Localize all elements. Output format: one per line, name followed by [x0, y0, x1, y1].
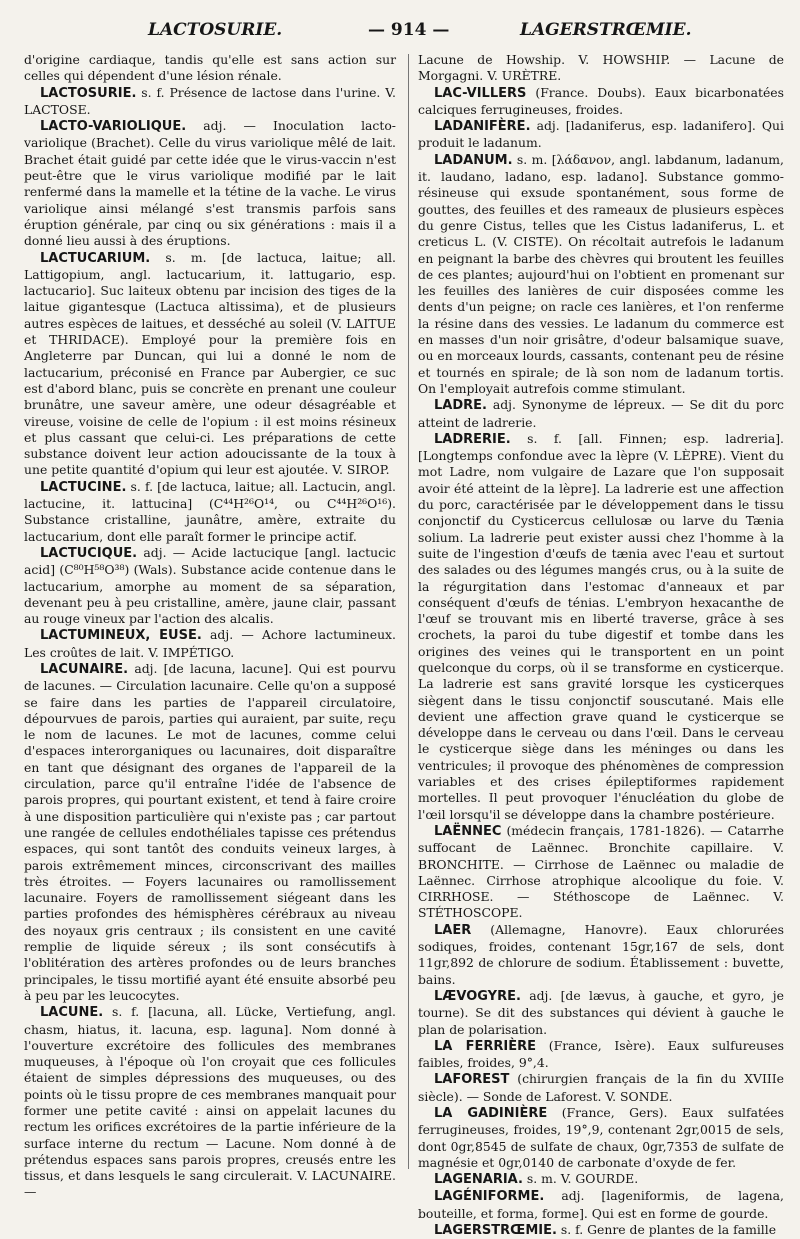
entry-text: adj. [de lævus, à gauche, et gyro, je tourne). Se dit des substances qui dévient à gauche le plan de polarisation. [418, 987, 784, 1037]
entry-text: adj. [lageniformis, de lagena, bouteille, et forma, forme]. Qui est en forme de gourde. [418, 1188, 784, 1221]
entry-text: s. f. [lacuna, all. Lücke, Vertiefung, angl. chasm, hiatus, it. lacuna, esp. laguna]. Nom donné à l'ouverture excrétoire des follicules des membranes muqueuses, à l'époque où l'on croyait que ces follicules étaient de simples dépressions des muqueuses, ou des points où le tissu propre de ces membranes manquait pour former une petite cavité : ainsi on appelait lacunes du rectum les orifices excrétoires de la partie inférieure de la surface interne du rectum — Lacune. Nom donné à de prétendus espaces sans parois propres, creusés entre les tissus, et dans lesquels le sang circulerait. V. LACUNAIRE. — [24, 1004, 396, 1200]
dictionary-entry [24, 627, 396, 661]
entry-headword: LADANIFÈRE. [434, 119, 531, 135]
entry-headword: LACTUCINE. [40, 479, 127, 495]
running-header [0, 20, 800, 50]
entry-text: s. m. [λάδανον, angl. labdanum, ladanum, it. laudano, ladano, esp. ladano]. Substance gommo-résineuse qui exsude spontanément, sous forme de gouttes, des feuilles et des rameaux de plusieurs espèces du genre Cistus, telles que les Cistus ladaniferus, L. et creticus L. (V. CISTE). On récoltait autrefois le ladanum en peignant la barbe des chèvres qui broutent les feuilles de ces plantes; aujourd'hui on l'obtient en promenant sur les feuilles des lanières de cuir disposées comme les dents d'un peigne; on racle ces lanières, et l'on renferme la résine dans des vessies. Le ladanum du commerce est en masses d'un noir grisâtre, d'odeur balsamique suave, ou en morceaux lourds, cassants, contenant peu de résine et tournés en spirale; de là son nom de ladanum tortis. On l'employait autrefois comme stimulant. [418, 151, 784, 396]
entry-headword: LA GADINIÈRE [434, 1106, 548, 1121]
entry-text: adj. — Inoculation lacto-variolique (Brachet). Celle du virus variolique mêlé de lait. Brachet était guidé par cette idée que le virus-vaccin n'est peut-être que le virus variolique modifié par le lait renfermé dans la mamelle et la tétine de la vache. Le virus variolique ainsi mélangé s'est transmis parfois sans éruption générale, par cinq ou six générations : mais il a donné lieu aussi à des éruptions. [24, 118, 396, 249]
dictionary-entry [418, 1188, 784, 1222]
dictionary-entry [418, 52, 784, 85]
entry-headword: LAGÉNIFORME. [434, 1189, 545, 1205]
page-number: — 914 — [368, 20, 450, 40]
dictionary-entry [418, 85, 784, 119]
entry-headword: LACUNAIRE. [40, 661, 129, 677]
entry-text: (Allemagne, Hanovre). Eaux chlorurées sodiques, froides, contenant 15gr,167 de sels, dont 11gr,892 de chlorure de sodium. Établissement : buvette, bains. [418, 921, 784, 987]
entry-headword: LAFOREST [434, 1072, 510, 1088]
entry-text: s. f. [all. Finnen; esp. ladreria]. [Longtemps confondue avec la lèpre (V. LÈPRE). Vient du mot Ladre, nom vulgaire de Lazare que l'on supposait avoir été atteint de la lèpre]. La ladrerie est une affection du porc, caractérisée par le développement dans le tissu conjonctif du Cysticercus cellulosæ ou larve du Tænia solium. La ladrerie peut exister aussi chez l'homme à la suite de l'ingestion d'œufs de tænia avec l'eau et surtout des salades ou des légumes mangés crus, ou à la suite de la régurgitation dans l'estomac d'anneaux et par conséquent d'œufs de ténias. L'embryon hexacanthe de l'œuf se trouvant mis en liberté traverse, grâce à ses crochets, la paroi du tube digestif et tombe dans les origines des veines qui le transportent en un point quelconque du corps, où il se transforme en cysticerque. La ladrerie est sans gravité lorsque les cysticerques siègent dans le tissu conjonctif souscutané. Mais elle devient une affection grave quand le cysticerque se développe dans le cerveau ou dans l'œil. Dans le cerveau le cysticerque siège dans les méninges ou dans les ventricules; il provoque des phénomènes de compression variables et des crises épileptiformes rapidement mortelles. Il peut provoquer l'énucléation du globe de l'œil lorsqu'il se développe dans la chambre postérieure. [418, 430, 784, 822]
entry-text: (chirurgien français de la fin du XVIIIe siècle). — Sonde de Laforest. V. SONDE. [418, 1071, 784, 1104]
entry-text: Lacune de Howship. V. HOWSHIP. — Lacune de Morgagni. V. URÈTRE. [418, 52, 784, 84]
entry-headword: LACUNE. [40, 1005, 104, 1021]
dictionary-entry [418, 118, 784, 152]
entry-text: (France, Gers). Eaux sulfatées ferrugineuses, froides, 19°,9, contenant 2gr,0015 de sels, dont 0gr,8545 de sulfate de chaux, 0gr,7353 de sulfate de magnésie et 0gr,0140 de carbonate d'oxyde de fer. [418, 1105, 784, 1170]
entry-text: s. f. Genre de plantes de la famille [560, 1222, 777, 1238]
entry-text: adj. Synonyme de lépreux. — Se dit du porc atteint de ladrerie. [418, 397, 784, 430]
entry-headword: LAËNNEC [434, 823, 502, 839]
dictionary-entry [24, 250, 396, 479]
entry-text: adj. — Achore lactumineux. Les croûtes de lait. V. IMPÉTIGO. [24, 627, 396, 660]
dictionary-entry [418, 1222, 784, 1239]
entry-headword: LACTUCIQUE. [40, 545, 138, 561]
entry-headword: LACTO-VARIOLIQUE. [40, 119, 187, 135]
entry-headword: LAER [434, 922, 472, 938]
entry-headword: LADANUM. [434, 152, 513, 168]
entry-text: d'origine cardiaque, tandis qu'elle est sans action sur celles qui dépendent d'une lésion rénale. [24, 52, 396, 84]
entry-text: s. f. [de lactuca, laitue; all. Lactucin, angl. lactucine, it. lattucina] (C⁴⁴H²⁶O¹⁴, ou C⁴⁴H²⁶O¹⁶). Substance cristalline, jaunâtre, amère, extraite du lactucarium, dont elle paraît former le principe actif. [24, 478, 396, 544]
entry-text: (France, Isère). Eaux sulfureuses faibles, froides, 9°,4. [418, 1037, 784, 1071]
entry-headword: LADRERIE. [434, 431, 511, 447]
header-left-term: LACTOSURIE. [148, 20, 283, 40]
dictionary-entry [24, 118, 396, 249]
entry-text: s. m. V. GOURDE. [526, 1171, 639, 1187]
dictionary-entry [418, 1071, 784, 1105]
entry-text: s. f. Présence de lactose dans l'urine. V. LACTOSE. [24, 84, 396, 117]
dictionary-entry [24, 545, 396, 627]
entry-headword: LAGERSTRŒMIE. [434, 1223, 557, 1239]
dictionary-entry [418, 152, 784, 397]
entry-headword: LÆVOGYRE. [434, 988, 521, 1004]
entry-text: adj. [ladaniferus, esp. ladanifero]. Qui produit le ladanum. [418, 118, 784, 151]
dictionary-entry [24, 85, 396, 119]
entry-headword: LACTUCARIUM. [40, 250, 151, 266]
entry-text: adj. — Acide lactucique [angl. lactucic acid] (C⁸⁰H⁵⁸O³⁸) (Wals). Substance acide contenue dans le lactucarium, amorphe au moment de sa séparation, devenant peu à peu cristalline, amère, jaune clair, passant au rouge vineux par l'action des alcalis. [24, 544, 396, 627]
dictionary-entry [418, 397, 784, 431]
dictionary-entry [24, 52, 396, 85]
entry-text: adj. [de lacuna, lacune]. Qui est pourvu de lacunes. — Circulation lacunaire. Celle qu'on a supposé se faire dans les parties de l'appareil circulatoire, dépourvues de parois, parties qui auraient, par suite, reçu le nom de lacunes. Le mot de lacunes, comme celui d'espaces interorganiques ou lacunaires, doit disparaître en tant que désignant des organes de l'appareil de la circulation, parce qu'il entraîne l'idée de l'absence de parois propres, qui pourtant existent, et tend à faire croire à une disposition particulière qui n'existe pas ; car partout une rangée de cellules endothéliales tapisse ces prétendus espaces, qui sont tantôt des conduits veineux larges, à parois extrêmement minces, circonscrivant des mailles très étroites. — Foyers lacunaires ou ramollissement lacunaire. Foyers de ramollissement siégeant dans les parties profondes des hémisphères cérébraux au niveau des noyaux gris centraux ; ils consistent en une cavité remplie de liquide séreux ; ils sont consécutifs à l'oblitération des artères profondes ou de leurs branches principales, le tissu mortifié ayant été ensuite absorbé peu à peu par les leucocytes. [24, 660, 396, 1003]
entry-headword: LACTUMINEUX, EUSE. [40, 628, 202, 644]
entry-headword: LAC-VILLERS [434, 85, 527, 101]
dictionary-entry [418, 1171, 784, 1188]
dictionary-entry [24, 661, 396, 1004]
dictionary-entry [24, 479, 396, 545]
left-column [24, 52, 396, 1200]
dictionary-entry [418, 431, 784, 823]
entry-headword: LACTOSURIE. [40, 85, 137, 101]
dictionary-entry [418, 922, 784, 988]
header-right-term: LAGERSTRŒMIE. [520, 20, 692, 40]
dictionary-entry [418, 1038, 784, 1072]
entry-text: (France. Doubs). Eaux bicarbonatées calciques ferrugineuses, froides. [418, 84, 784, 117]
dictionary-entry [418, 988, 784, 1038]
right-column [418, 52, 784, 1239]
entry-headword: LADRE. [434, 398, 487, 414]
dictionary-entry [418, 1105, 784, 1171]
entry-text: (médecin français, 1781-1826). — Catarrhe suffocant de Laënnec. Bronchite capillaire. V. BRONCHITE. — Cirrhose de Laënnec ou maladie de Laënnec. Cirrhose atrophique alcoolique du foie. V. CIRRHOSE. — Stéthoscope de Laënnec. V. STÉTHOSCOPE. [418, 822, 784, 921]
entry-headword: LAGENARIA. [434, 1172, 523, 1188]
dictionary-entry [24, 1004, 396, 1201]
column-divider [408, 54, 409, 1169]
entry-text: s. m. [de lactuca, laitue; all. Lattigopium, angl. lactucarium, it. lattugario, esp. lactucario]. Suc laiteux obtenu par incision des tiges de la laitue gigantesque (Lactuca altissima), et de plusieurs autres espèces de laitues, et desséché au soleil (V. LAITUE et THRIDACE). Employé pour la première fois en Angleterre par Duncan, qui lui a donné le nom de lactucarium, préconisé en France par Aubergier, ce suc est d'abord blanc, puis se concrète en prenant une couleur brunâtre, une saveur amère, une odeur désagréable et vireuse, voisine de celle de l'opium : il est moins résineux et plus cassant que celui-ci. Les préparations de cette substance doivent leur action adoucissante de la toux à une petite quantité d'opium qui leur est ajoutée. V. SIROP. [24, 249, 396, 478]
dictionary-entry [418, 823, 784, 922]
entry-headword: LA FERRIÈRE [434, 1038, 537, 1054]
